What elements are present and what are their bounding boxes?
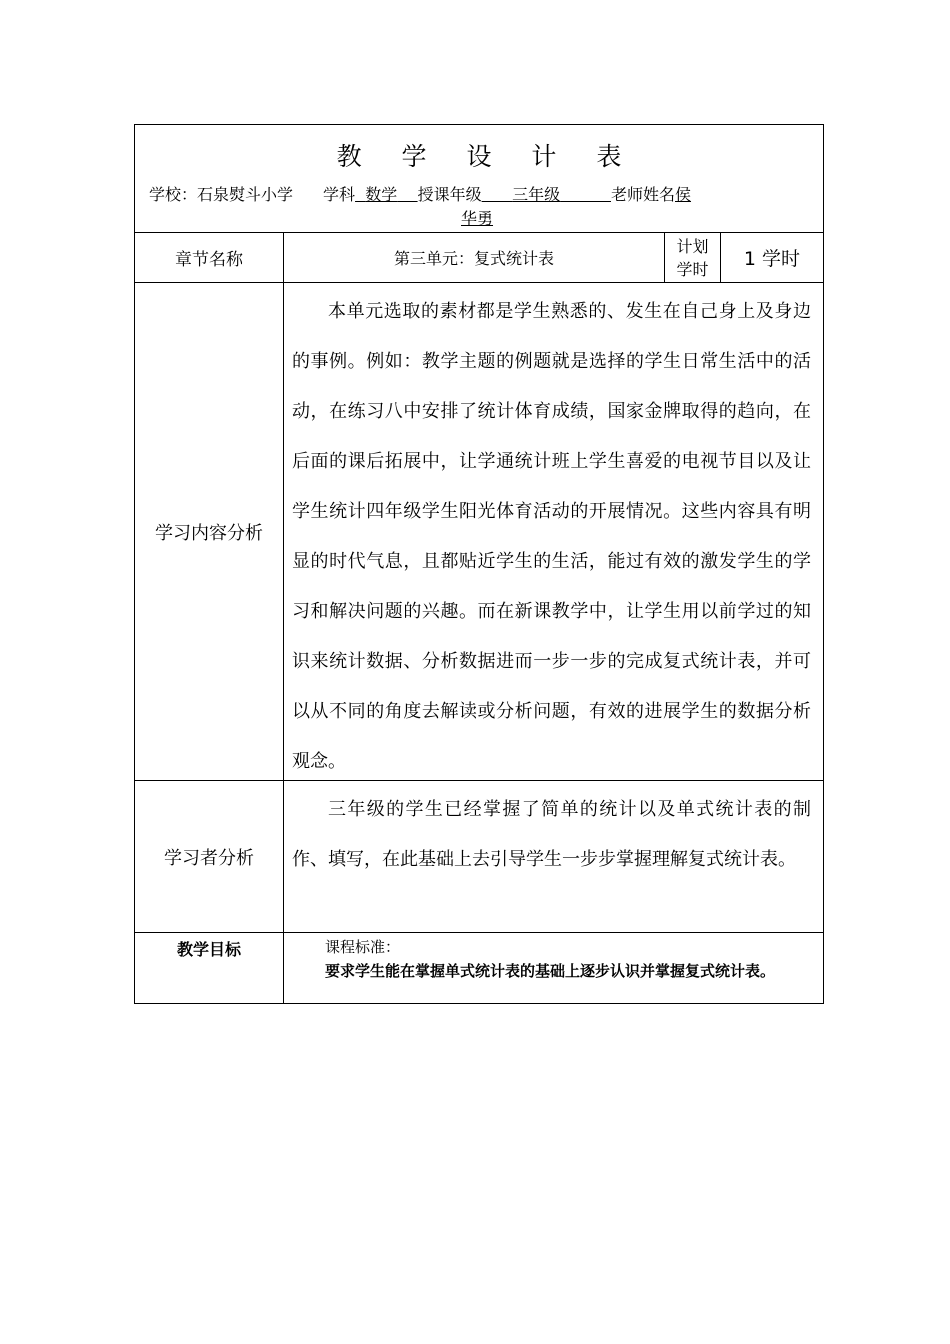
planned-hours-value: 1 学时 (720, 233, 823, 282)
school-label: 学校： (149, 185, 198, 204)
teacher-name-part1: 侯 (675, 185, 692, 204)
learner-analysis-text: 三年级的学生已经掌握了简单的统计以及单式统计表的制作、填写，在此基础上去引导学生一步步掌握理解复式统计表。 (292, 799, 811, 870)
subject-label: 学科 (323, 185, 356, 204)
header-meta (149, 183, 811, 231)
grade-label: 授课年级 (417, 185, 482, 204)
planned-hours-label-line2: 学时 (676, 259, 709, 279)
learner-analysis-label: 学习者分析 (164, 847, 254, 869)
content-analysis-text: 本单元选取的素材都是学生熟悉的、发生在自己身上及身边的事例。例如：教学主题的例题就是选择的学生日常生活中的活动，在练习八中安排了统计体育成绩，国家金牌取得的趋向，在后面的课后拓展中，让学通统计班上学生喜爱的电视节目以及让学生统计四年级学生阳光体育活动的开展情况。这些内容具有明显的时代气息，且都贴近学生的生活，能过有效的激发学生的学习和解决问题的兴趣。而在新课教学中，让学生用以前学过的知识来统计数据、分析数据进而一步一步的完成复式统计表，并可以从不同的角度去解读或分析问题，有效的进展学生的数据分析观念。 (292, 301, 811, 772)
chapter-label: 章节名称 (175, 250, 243, 270)
curriculum-standard-label: 课程标准： (325, 938, 401, 956)
chapter-row (135, 232, 823, 282)
content-analysis-label: 学习内容分析 (155, 522, 263, 544)
objectives-label: 教学目标 (176, 940, 241, 959)
planned-hours-label (664, 233, 720, 282)
lesson-design-table (134, 124, 824, 1004)
learner-analysis-cell (283, 781, 823, 932)
content-analysis-cell (283, 283, 823, 780)
objectives-cell (283, 933, 823, 1003)
subject-value: 数学 (365, 185, 398, 204)
teacher-label: 老师姓名 (610, 185, 675, 204)
objectives-row (135, 932, 823, 1003)
planned-hours-label-line1: 计划 (676, 236, 709, 256)
table-header (135, 125, 823, 232)
chapter-name: 第三单元：复式统计表 (283, 233, 664, 282)
grade-value: 三年级 (512, 185, 561, 204)
page-title: 教 学 设 计 表 (336, 142, 638, 171)
learner-analysis-row (135, 780, 823, 932)
teacher-name-part2: 华勇 (461, 209, 494, 228)
content-analysis-row (135, 282, 823, 780)
objective-requirement: 要求学生能在掌握单式统计表的基础上逐步认识并掌握复式统计表。 (325, 962, 776, 980)
school-name: 石泉熨斗小学 (197, 185, 294, 204)
